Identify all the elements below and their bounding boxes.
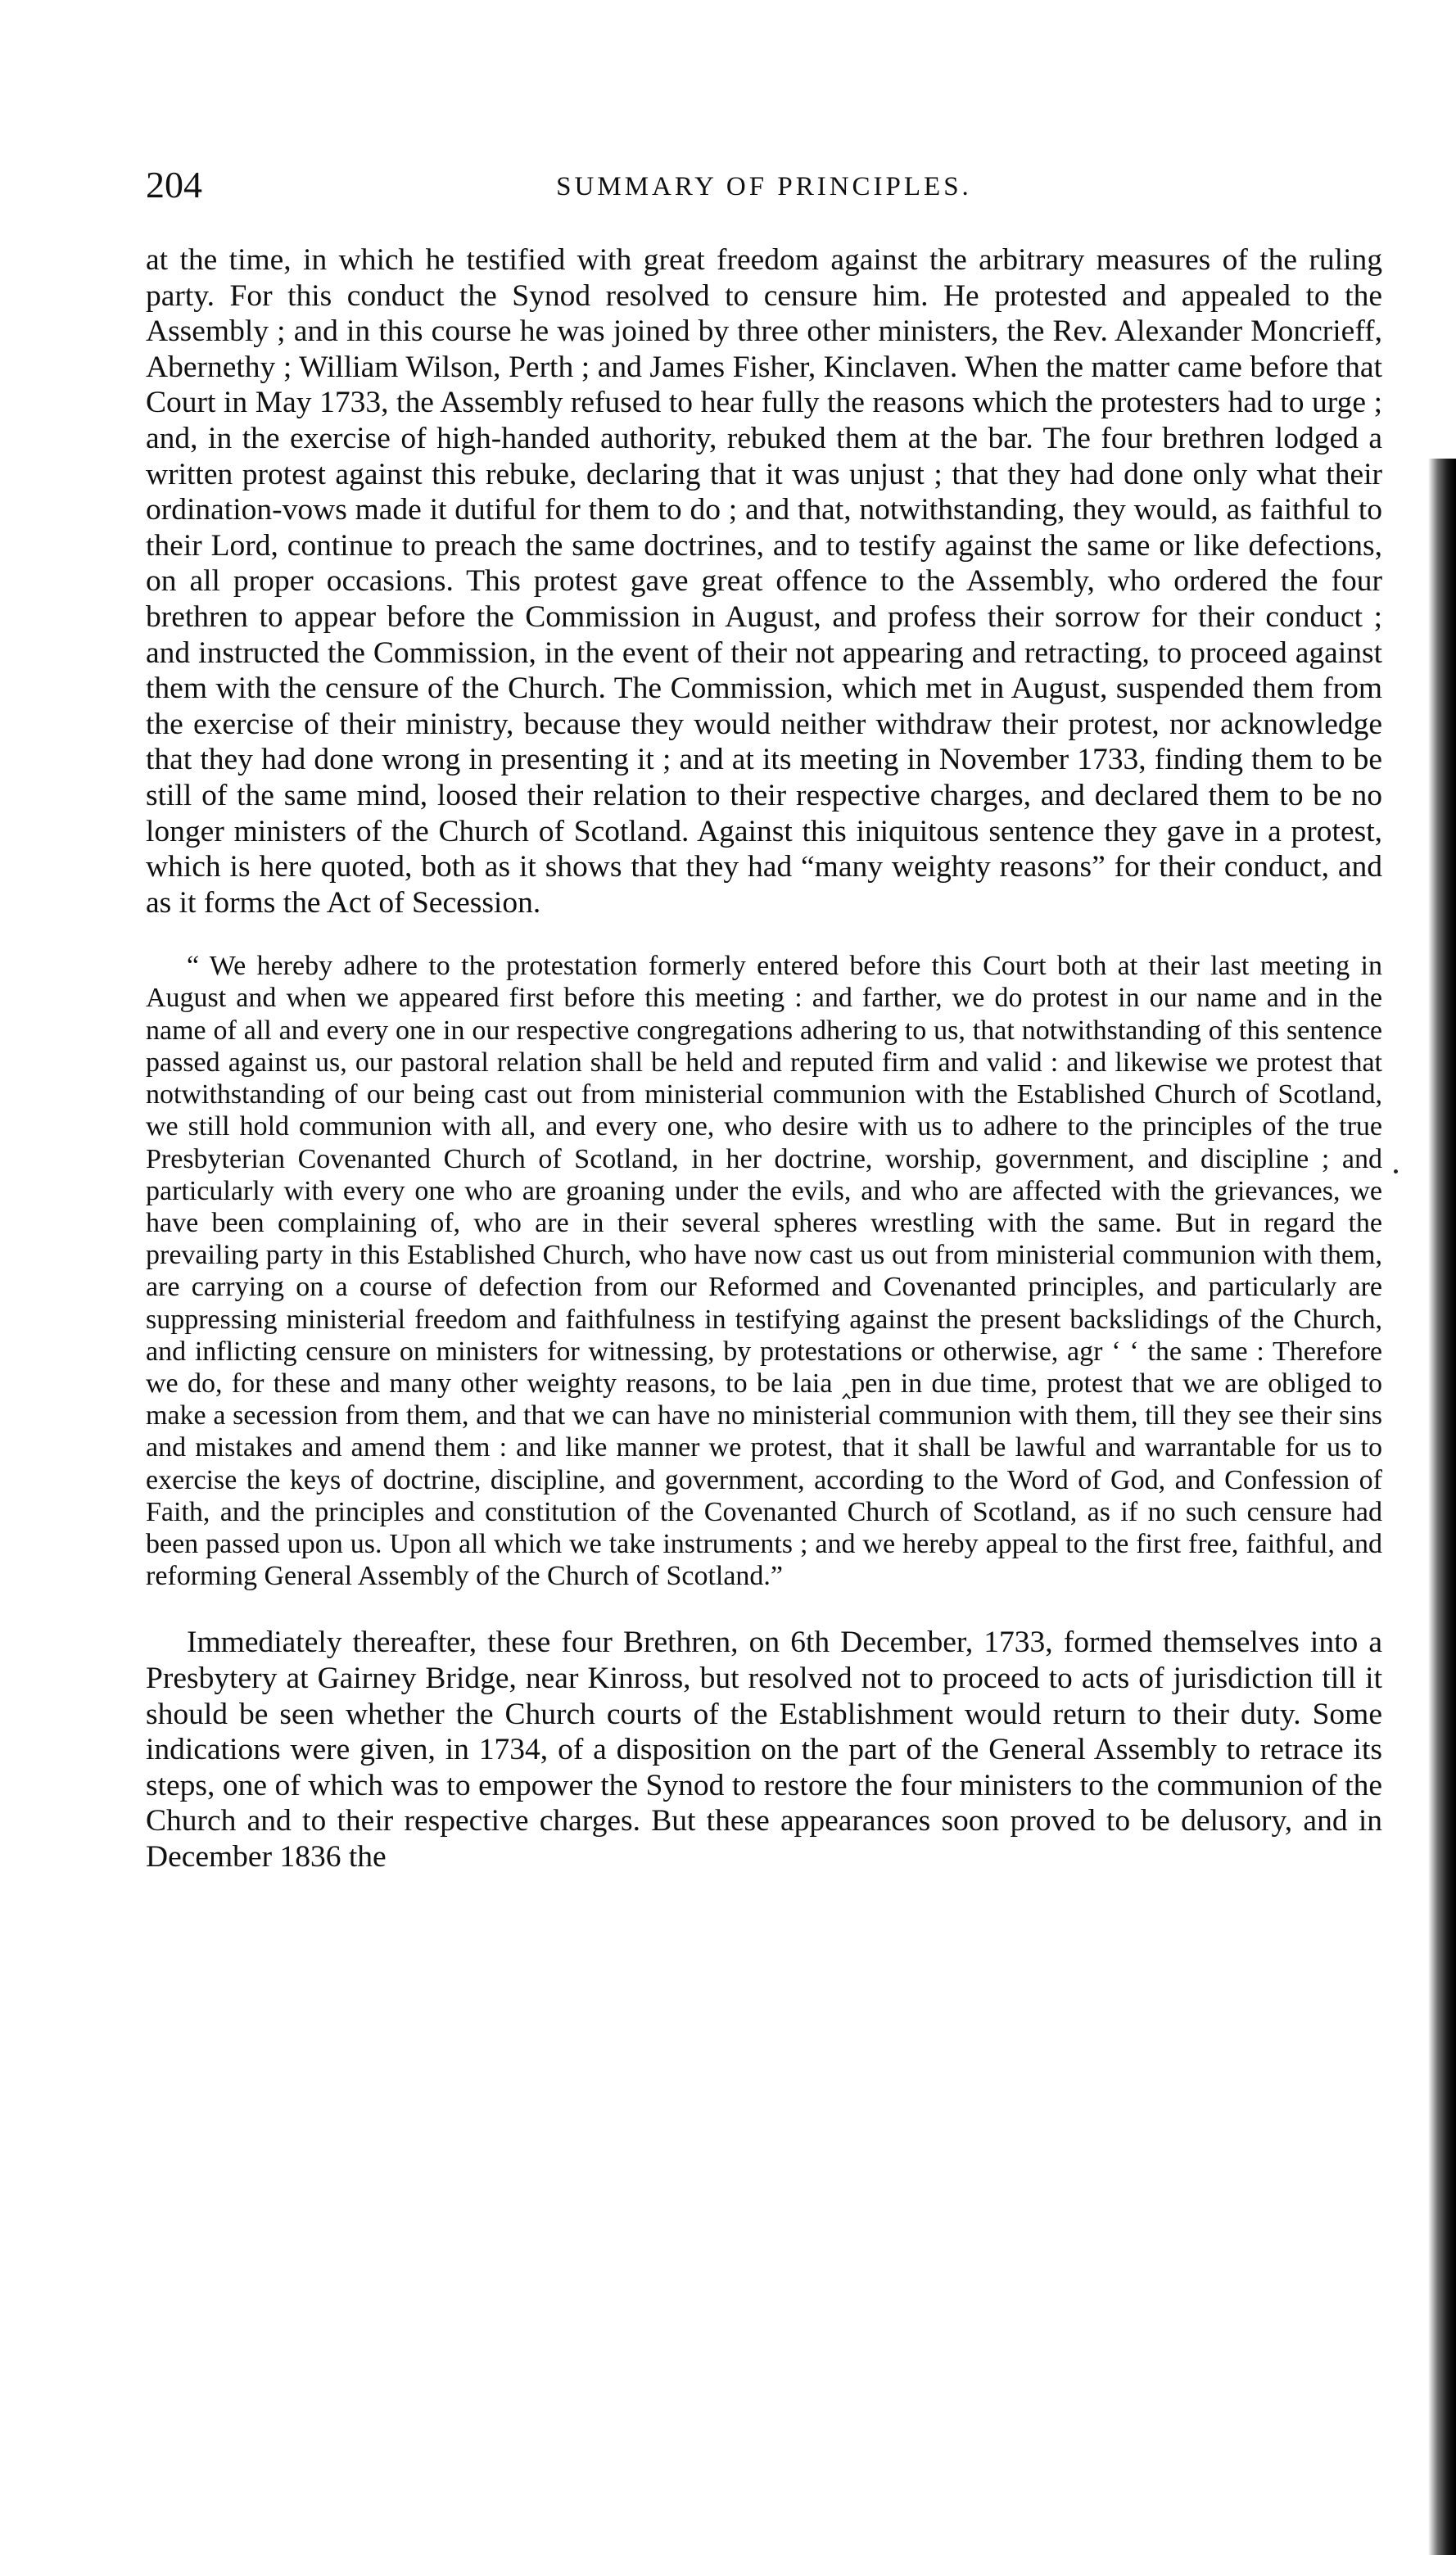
page-binding-edge — [1428, 459, 1456, 2555]
block-quotation: “ We hereby adhere to the protestation formerly entered before this Court both at their last meeting in August and when we appeared first before this meeting : and farther, we do protest in our name and in the name of all and every one in our respective congregations adhering to us, that notwithstanding of this sentence passed against us, our pastoral relation shall be held and reputed firm and valid : and likewise we protest that notwithstanding of our being cast out from ministerial communion with the Established Church of Scotland, we still hold communion with all, and every one, who desire with us to adhere to the principles of the true Presbyterian Covenanted Church of Scotland, in her doctrine, worship, government, and discipline ; and particularly with every one who are groaning under the evils, and who are affected with the grievances, we have been complaining of, who are in their several spheres wrestling with the same. But in regard the prevailing party in this Established Church, who have now cast us out from ministerial communion with them, are carrying on a course of defection from our Reformed and Covenanted principles, and particularly are suppressing ministerial freedom and faithfulness in testifying against the present backslidings of the Church, and inflicting censure on ministers for witnessing, by protestations or otherwise, agr ‘ ‘ the same : Therefore we do, for these and many other weighty reasons, to be laia ‸pen in due time, protest that we are obliged to make a secession from them, and that we can have no ministerial communion with them, till they see their sins and mistakes and amend them : and like manner we protest, that it shall be lawful and warrantable for us to exercise the keys of doctrine, discipline, and government, according to the Word of God, and Confession of Faith, and the principles and constitution of the Covenanted Church of Scotland, as if no such censure had been passed upon us. Upon all which we take instruments ; and we hereby appeal to the first free, faithful, and reforming General Assembly of the Church of Scotland.” — [146, 951, 1382, 1592]
body-paragraph: at the time, in which he testified with great freedom against the arbitrary measures of the ruling party. For this conduct the Synod resolved to censure him. He protested and appealed to the Assembly ; and in this course he was joined by three other ministers, the Rev. Alexander Moncrieff, Abernethy ; William Wilson, Perth ; and James Fisher, Kinclaven. When the matter came before that Court in May 1733, the Assembly refused to hear fully the reasons which the protesters had to urge ; and, in the exercise of high-handed authority, rebuked them at the bar. The four brethren lodged a written protest against this rebuke, declaring that it was unjust ; that they had done only what their ordination-vows made it dutiful for them to do ; and that, notwithstanding, they would, as faithful to their Lord, continue to preach the same doctrines, and to testify against the same or like defections, on all proper occasions. This protest gave great offence to the Assembly, who ordered the four brethren to appear before the Commission in August, and profess their sorrow for their conduct ; and instructed the Commission, in the event of their not appearing and retracting, to proceed against them with the censure of the Church. The Commission, which met in August, suspended them from the exercise of their ministry, because they would neither withdraw their protest, nor acknowledge that they had done wrong in presenting it ; and at its meeting in November 1733, finding them to be still of the same mind, loosed their relation to their respective charges, and declared them to be no longer ministers of the Church of Scotland. Against this iniquitous sentence they gave in a protest, which is here quoted, both as it shows that they had “many weighty reasons” for their conduct, and as it forms the Act of Secession. — [146, 243, 1382, 920]
page-number: 204 — [146, 164, 202, 206]
body-paragraph: Immediately thereafter, these four Brethren, on 6th December, 1733, formed themselves into a Presbytery at Gairney Bridge, near Kinross, but resolved not to proceed to acts of jurisdiction till it should be seen whether the Church courts of the Establishment would return to their duty. Some indications were given, in 1734, of a disposition on the part of the General Assembly to retrace its steps, one of which was to empower the Synod to restore the four ministers to the communion of the Church and to their respective charges. But these appearances soon proved to be delusory, and in December 1836 the — [146, 1626, 1382, 1874]
page-body — [146, 242, 1382, 1875]
running-title: SUMMARY OF PRINCIPLES. — [556, 172, 972, 201]
margin-speck — [1394, 1169, 1398, 1173]
page-header — [146, 161, 1382, 210]
